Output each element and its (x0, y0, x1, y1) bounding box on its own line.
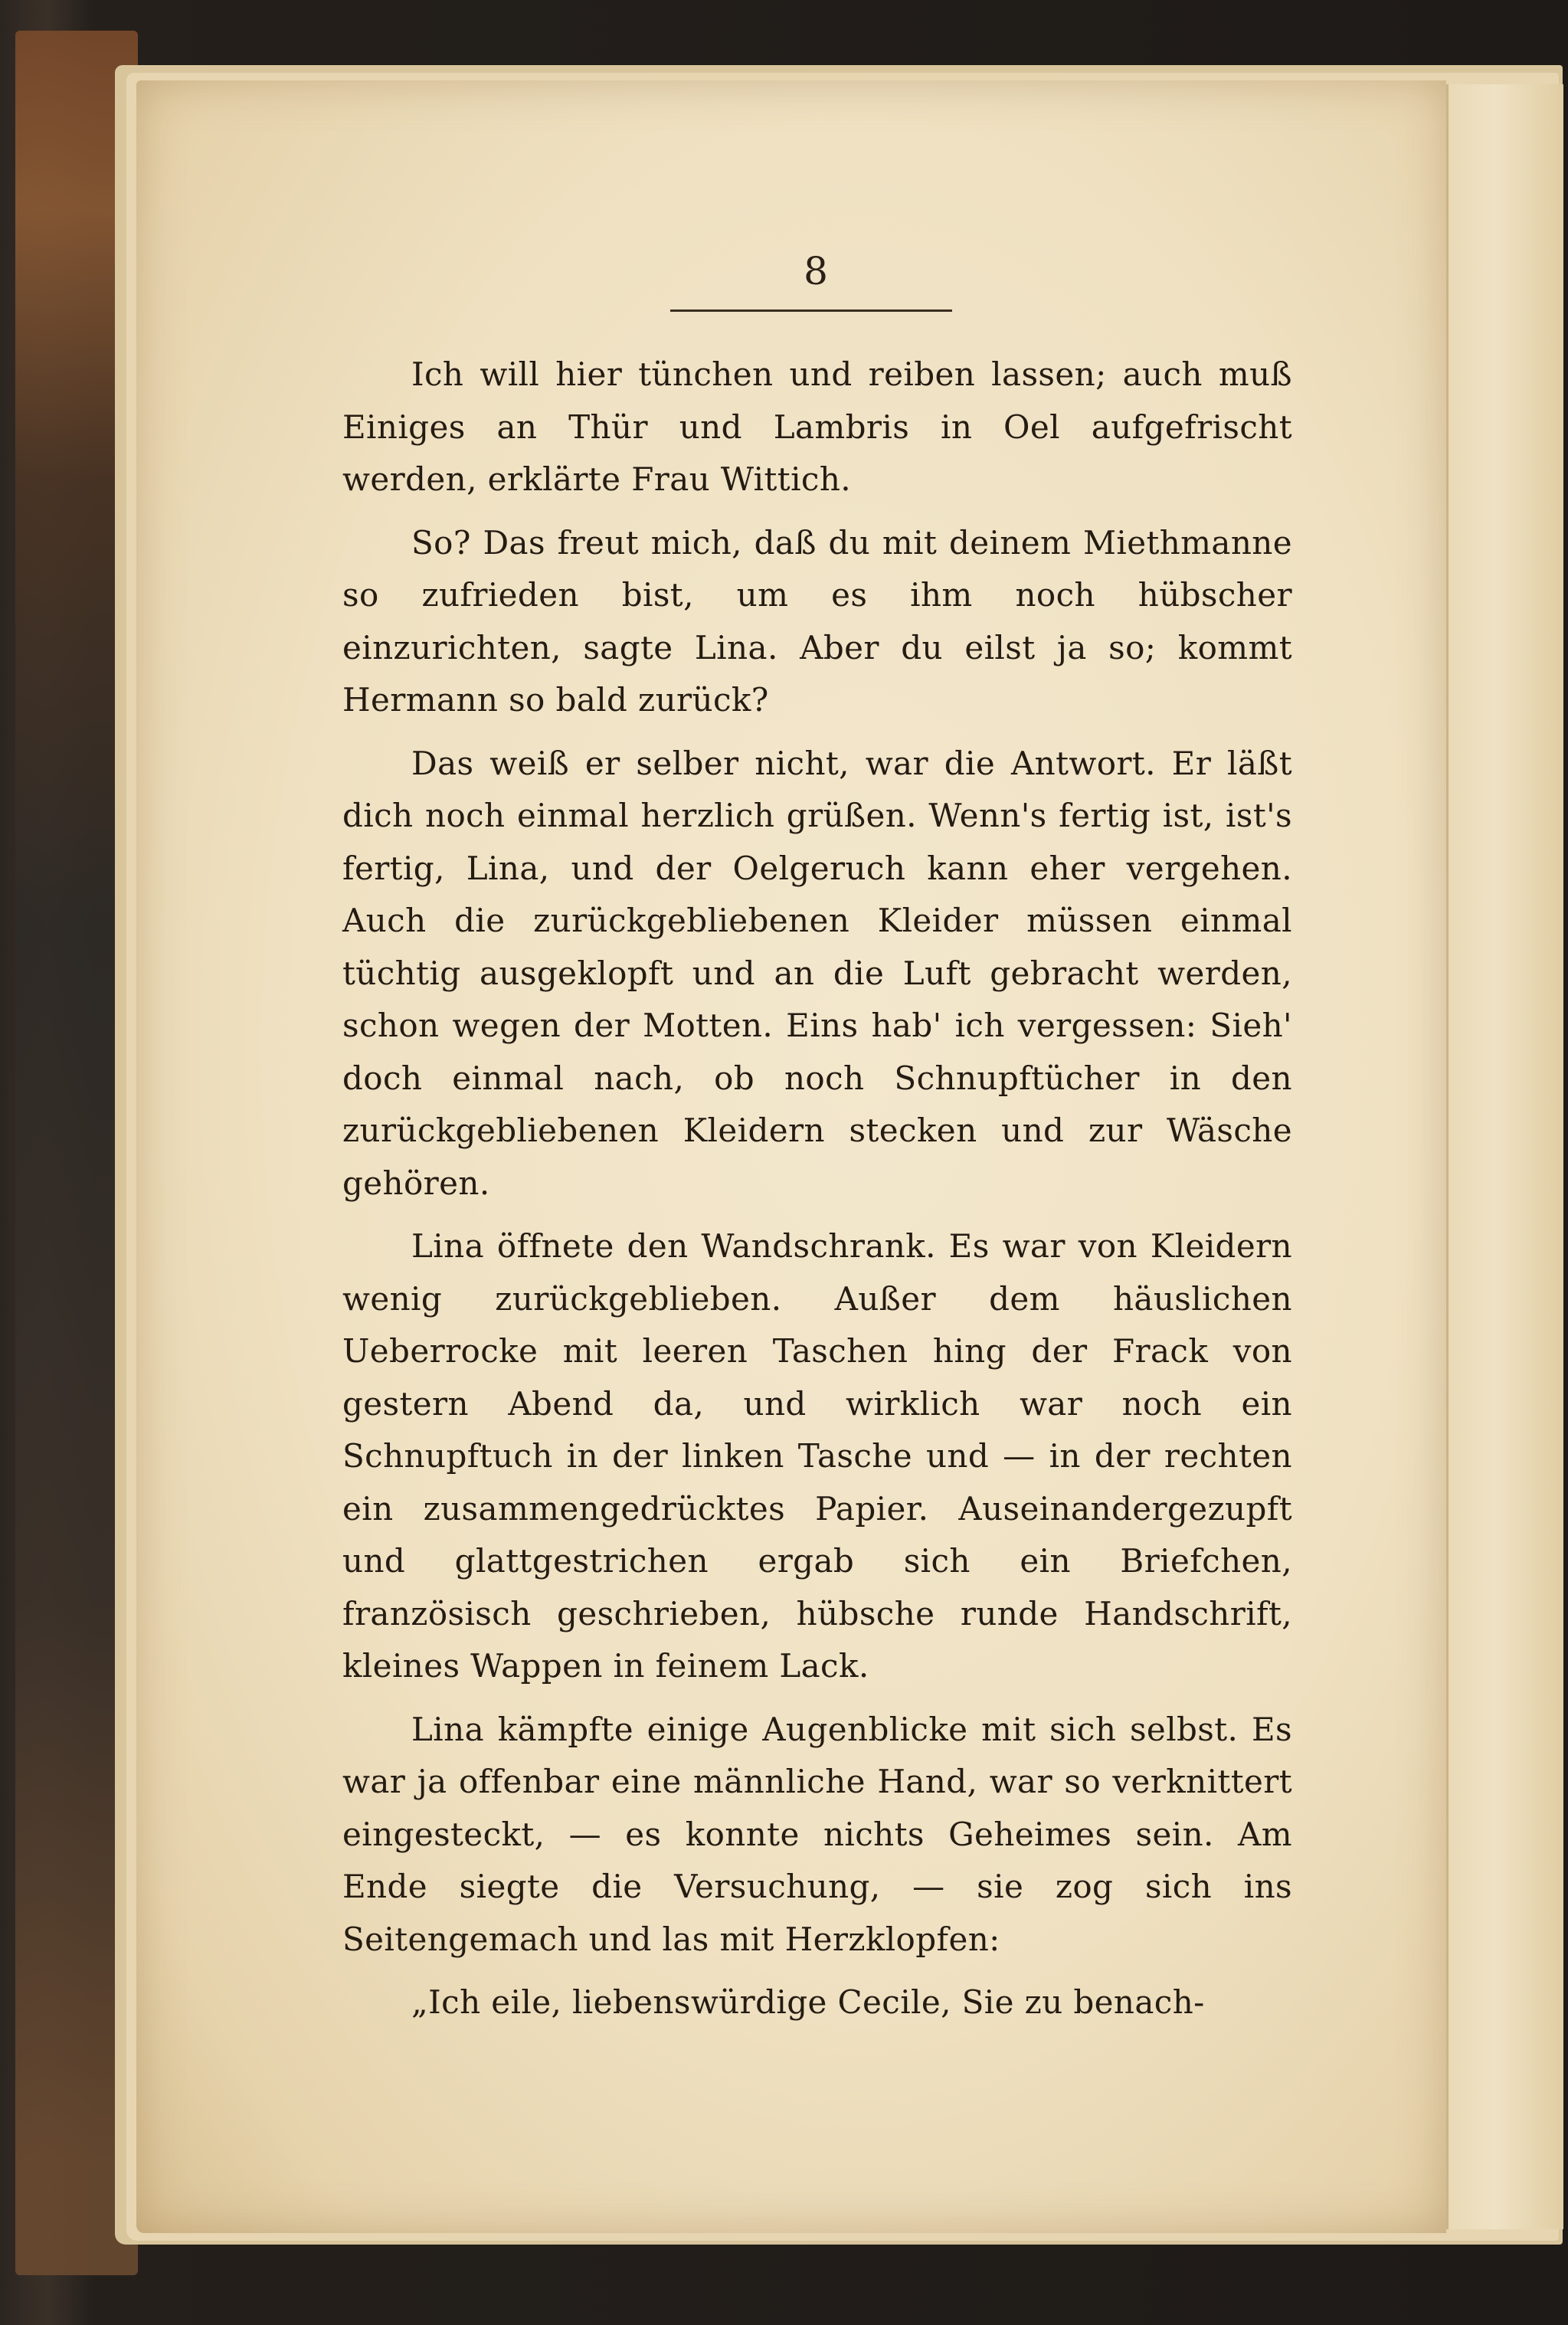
adjacent-page-sliver (1446, 84, 1563, 2229)
paragraph: Lina kämpfte einige Augenblicke mit sich selbst. Es war ja offenbar eine männliche Hand, war so verknittert eingesteckt, — es konnte nichts Geheimes sein. Am Ende siegte die Versuchung, — sie zog sich ins Seitengemach und las mit Herzklopfen: (342, 1710, 1292, 1958)
paragraph: Das weiß er selber nicht, war die Antwort. Er läßt dich noch einmal herzlich grüßen. Wenn's fertig ist, ist's fertig, Lina, und der Oelgeruch kann eher vergehen. Auch die zurückgebliebenen Kleider müssen einmal tüchtig ausgeklopft und an die Luft gebracht werden, schon wegen der Motten. Eins hab' ich vergessen: Sieh' doch einmal nach, ob noch Schnupftücher in den zurückgebliebenen Kleidern stecken und zur Wäsche gehören. (342, 744, 1292, 1202)
page-body-text (342, 349, 1292, 2040)
paragraph: Ich will hier tünchen und reiben lassen; auch muß Einiges an Thür und Lambris in Oel aufgefrischt werden, erklärte Frau Wittich. (342, 355, 1292, 498)
header-rule (670, 309, 952, 312)
paragraph: So? Das freut mich, daß du mit deinem Miethmanne so zufrieden bist, um es ihm noch hübscher einzurichten, sagte Lina. Aber du eilst ja so; kommt Hermann so bald zurück? (342, 523, 1292, 719)
paragraph: Lina öffnete den Wandschrank. Es war von Kleidern wenig zurückgeblieben. Außer dem häuslichen Ueberrocke mit leeren Taschen hing der Frack von gestern Abend da, und wirklich war noch ein Schnupftuch in der linken Tasche und — in der rechten ein zusammengedrücktes Papier. Auseinandergezupft und glattgestrichen ergab sich ein Briefchen, französisch geschrieben, hübsche runde Handschrift, kleines Wappen in feinem Lack. (342, 1227, 1292, 1685)
page-number: 8 (804, 249, 828, 293)
paragraph: „Ich eile, liebenswürdige Cecile, Sie zu benach- (411, 1983, 1205, 2021)
